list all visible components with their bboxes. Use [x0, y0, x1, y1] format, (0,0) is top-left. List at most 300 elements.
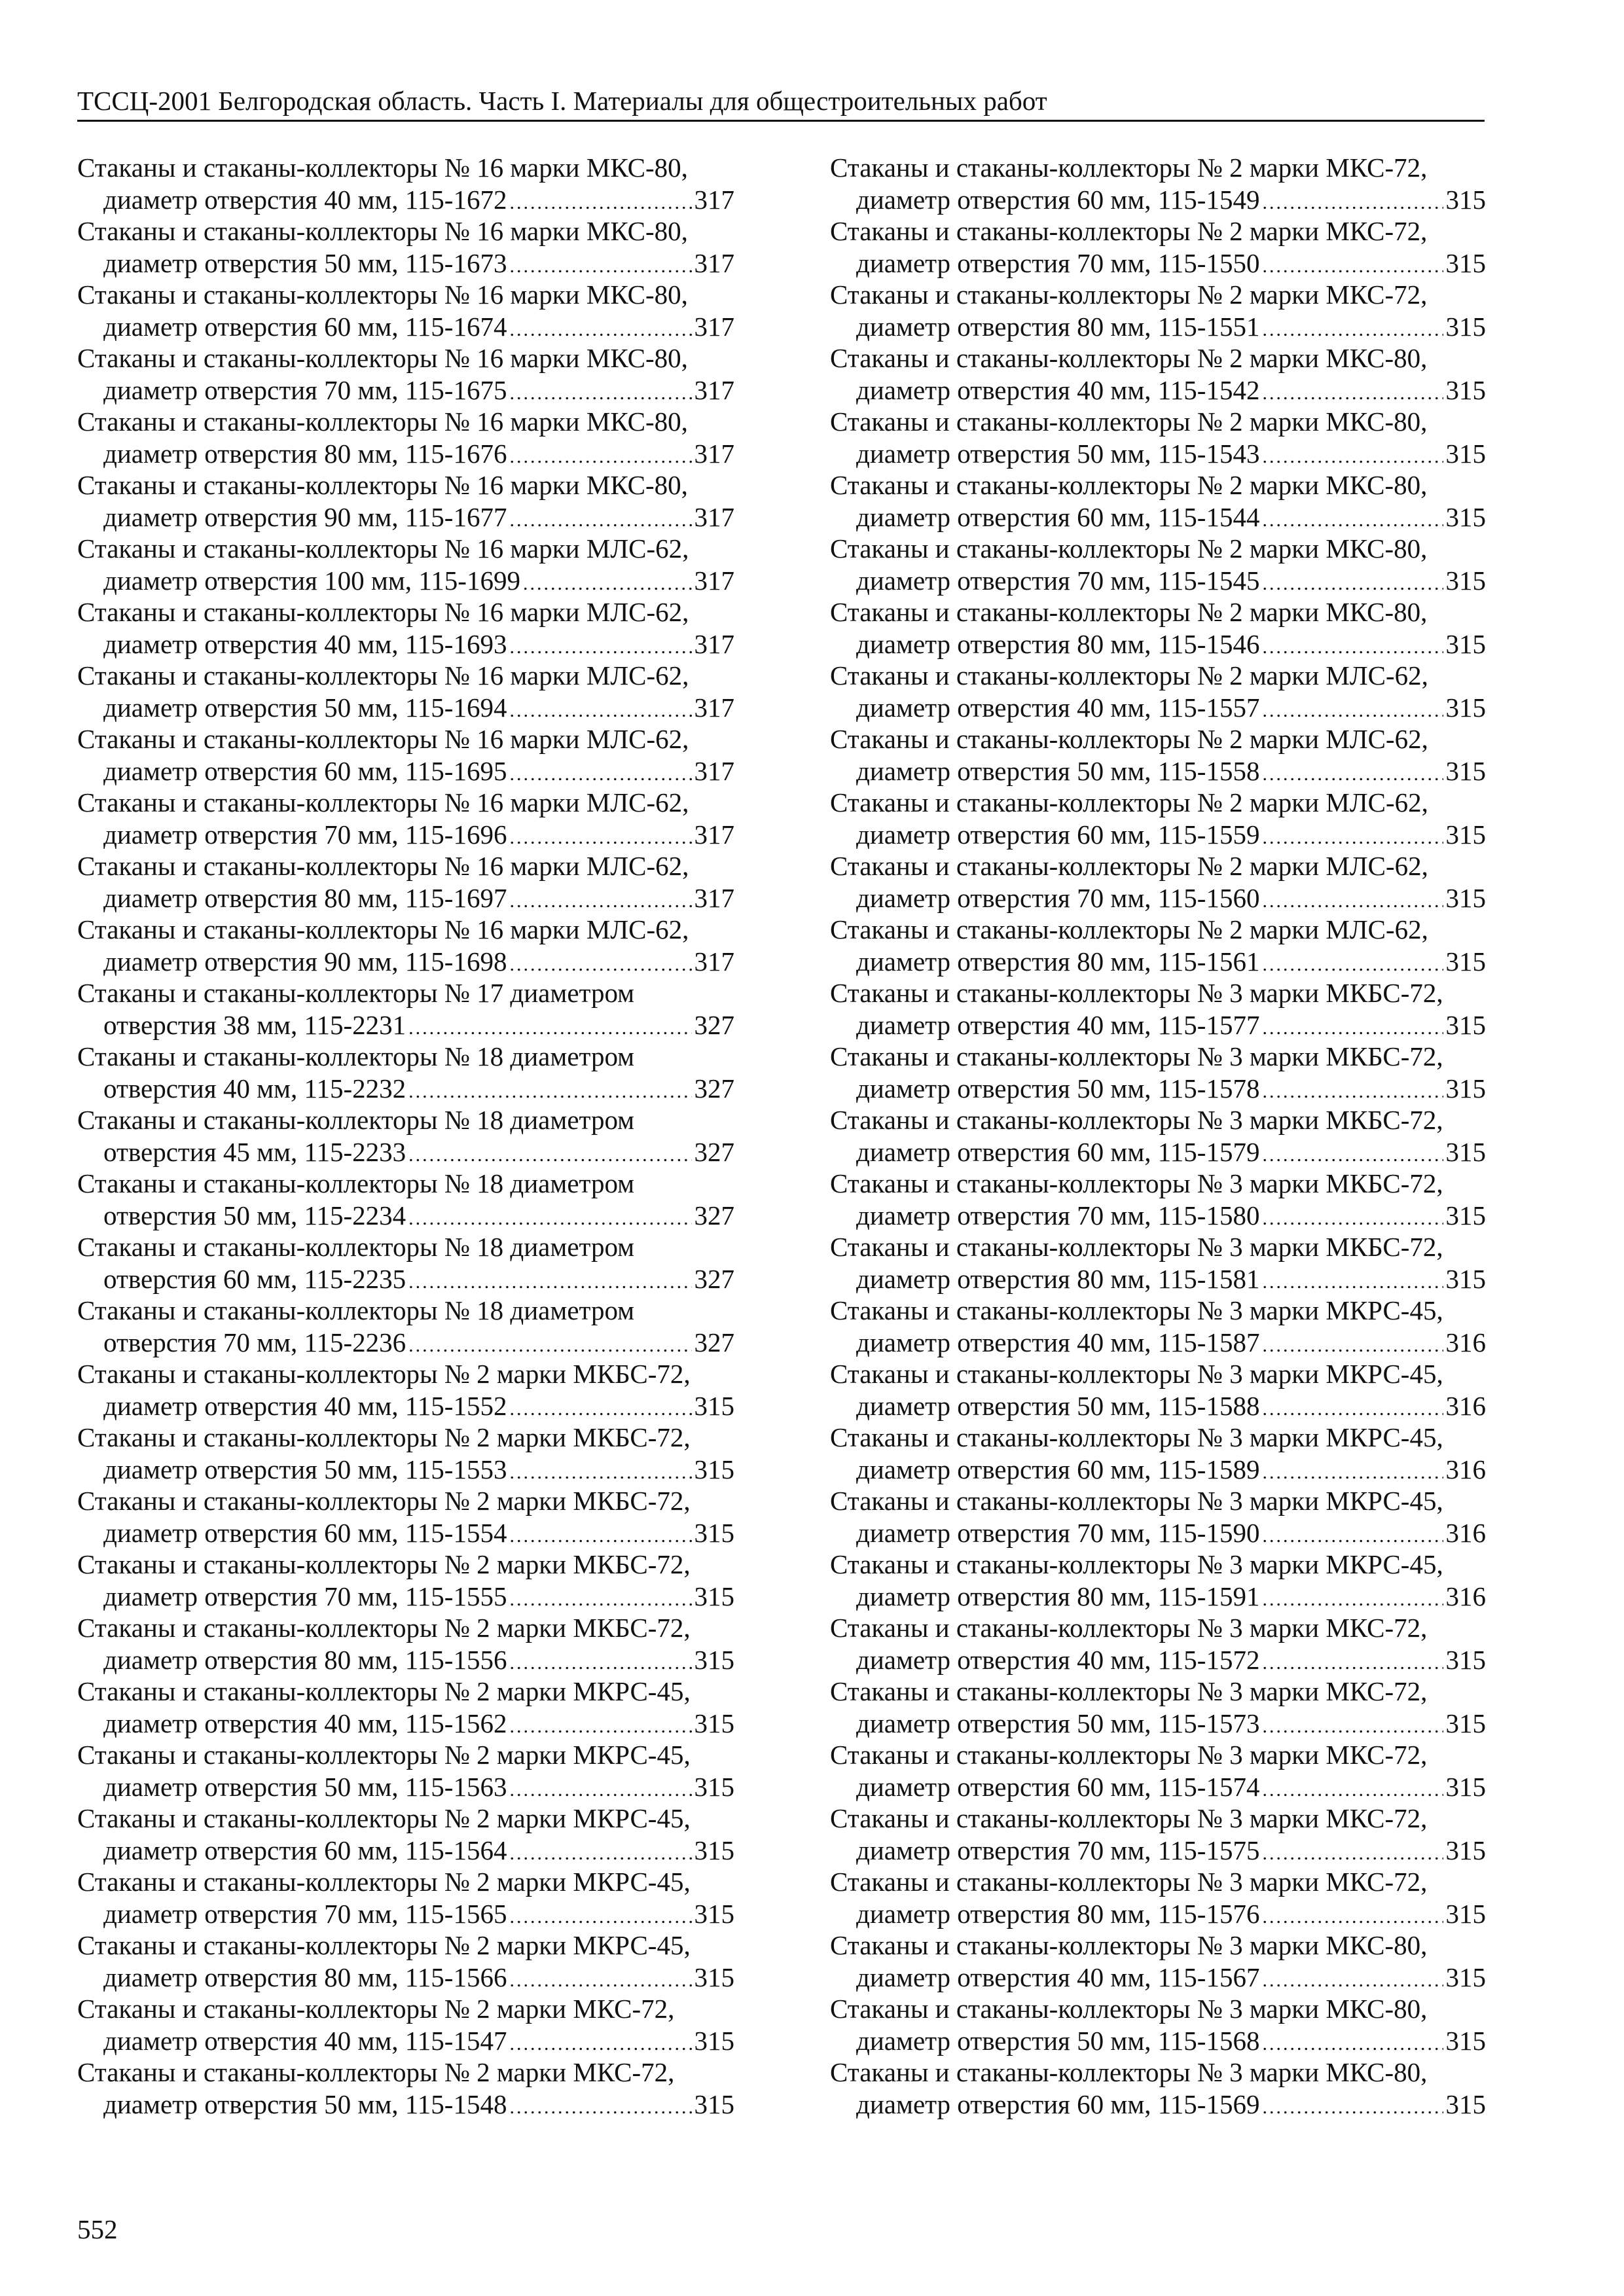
dot-leader [1262, 1013, 1443, 1045]
entry-detail-line [77, 946, 734, 981]
index-entry [830, 1676, 1486, 1739]
entry-page-ref: 315 [1445, 1073, 1486, 1103]
index-entry [77, 787, 734, 850]
entry-detail: диаметр отверстия 40 мм, 115-1693 [103, 628, 507, 659]
dot-leader [408, 1076, 691, 1108]
entry-detail: диаметр отверстия 60 мм, 115-1569 [856, 2089, 1260, 2119]
dot-leader [1262, 822, 1443, 854]
index-entry [77, 1422, 734, 1485]
dot-leader [509, 251, 691, 283]
entry-title: Стаканы и стаканы-коллекторы № 16 марки МЛС-62, [77, 851, 689, 881]
entry-detail-line [830, 1200, 1486, 1235]
entry-detail-line [77, 1644, 734, 1679]
entry-detail-line [77, 819, 734, 854]
entry-detail-line [77, 1200, 734, 1235]
entry-detail-line [77, 882, 734, 918]
entry-title: Стаканы и стаканы-коллекторы № 3 марки МКБС-72, [830, 1041, 1443, 1071]
dot-leader [509, 314, 691, 346]
dot-leader [509, 1901, 691, 1933]
index-entry [830, 1422, 1486, 1485]
entry-title: Стаканы и стаканы-коллекторы № 2 марки МКБС-72, [77, 1549, 691, 1579]
dot-leader [1262, 949, 1443, 981]
entry-detail-line [830, 1327, 1486, 1362]
entry-detail-line [77, 1898, 734, 1933]
entry-page-ref: 317 [694, 692, 734, 723]
entry-title: Стаканы и стаканы-коллекторы № 2 марки МКРС-45, [77, 1930, 691, 1960]
entry-title: Стаканы и стаканы-коллекторы № 16 марки МКС-80, [77, 216, 688, 246]
dot-leader [408, 1266, 691, 1299]
entry-page-ref: 315 [694, 1835, 734, 1865]
dot-leader [509, 759, 691, 791]
index-entry [830, 1803, 1486, 1866]
index-entry [77, 533, 734, 596]
dot-leader [1262, 1139, 1443, 1172]
index-entry [77, 1803, 734, 1866]
entry-detail: диаметр отверстия 70 мм, 115-1580 [856, 1200, 1260, 1230]
entry-page-ref: 315 [694, 1454, 734, 1484]
entry-page-ref: 315 [1445, 692, 1486, 723]
entry-detail: диаметр отверстия 40 мм, 115-1577 [856, 1009, 1260, 1040]
entry-detail-line [830, 1390, 1486, 1426]
entry-title: Стаканы и стаканы-коллекторы № 18 диаметром [77, 1168, 635, 1198]
index-entry [77, 1866, 734, 1929]
entry-detail: диаметр отверстия 50 мм, 115-1558 [856, 755, 1260, 786]
entry-page-ref: 315 [1445, 1136, 1486, 1167]
entry-detail: диаметр отверстия 70 мм, 115-1565 [103, 1898, 507, 1929]
entry-detail-line [830, 1009, 1486, 1045]
entry-detail: диаметр отверстия 60 мм, 115-1589 [856, 1454, 1260, 1484]
entry-page-ref: 327 [694, 1200, 734, 1230]
index-entry [830, 2056, 1486, 2120]
index-entry [77, 215, 734, 279]
entry-page-ref: 317 [694, 565, 734, 596]
entry-page-ref: 315 [1445, 946, 1486, 977]
index-entry [830, 1104, 1486, 1168]
entry-title: Стаканы и стаканы-коллекторы № 3 марки МКБС-72, [830, 1105, 1443, 1135]
dot-leader [509, 1647, 691, 1679]
entry-detail-line [77, 1771, 734, 1806]
entry-detail-line [77, 1517, 734, 1552]
entry-detail-line [830, 438, 1486, 473]
entry-detail-line [830, 1644, 1486, 1679]
index-entry [77, 850, 734, 914]
entry-page-ref: 327 [694, 1263, 734, 1294]
index-entry [77, 1993, 734, 2056]
entry-detail-line [830, 1517, 1486, 1552]
dot-leader [408, 1013, 691, 1045]
index-entry [830, 342, 1486, 406]
dot-leader [509, 1774, 691, 1806]
entry-page-ref: 315 [1445, 755, 1486, 786]
entry-page-ref: 315 [1445, 1708, 1486, 1738]
dot-leader [1262, 1901, 1443, 1933]
index-column-left [77, 152, 734, 2120]
entry-detail-line [830, 1835, 1486, 1870]
entry-detail: диаметр отверстия 80 мм, 115-1676 [103, 438, 507, 469]
dot-leader [408, 1139, 691, 1172]
index-entry [77, 660, 734, 723]
entry-page-ref: 317 [694, 184, 734, 215]
entry-title: Стаканы и стаканы-коллекторы № 3 марки МКС-72, [830, 1867, 1428, 1897]
entry-detail-line [77, 438, 734, 473]
entry-title: Стаканы и стаканы-коллекторы № 2 марки МЛС-62, [830, 914, 1428, 944]
index-entry [77, 1231, 734, 1295]
entry-title: Стаканы и стаканы-коллекторы № 3 марки МКРС-45, [830, 1549, 1443, 1579]
entry-detail: диаметр отверстия 70 мм, 115-1550 [856, 247, 1260, 278]
entry-page-ref: 315 [1445, 1771, 1486, 1802]
entry-detail: диаметр отверстия 50 мм, 115-1548 [103, 2089, 507, 2119]
index-entry [830, 660, 1486, 723]
dot-leader [1262, 441, 1443, 473]
dot-leader [1262, 1838, 1443, 1870]
dot-leader [408, 1330, 691, 1362]
entry-title: Стаканы и стаканы-коллекторы № 2 марки МЛС-62, [830, 660, 1428, 691]
dot-leader [509, 1393, 691, 1426]
index-entry [77, 1612, 734, 1676]
entry-detail: диаметр отверстия 100 мм, 115-1699 [103, 565, 520, 596]
index-entry [77, 1041, 734, 1104]
entry-detail: диаметр отверстия 70 мм, 115-1575 [856, 1835, 1260, 1865]
entry-detail-line [77, 1390, 734, 1426]
entry-detail: диаметр отверстия 60 мм, 115-1564 [103, 1835, 507, 1865]
dot-leader [408, 1203, 691, 1235]
index-entry [830, 1485, 1486, 1549]
entry-detail-line [830, 1581, 1486, 1616]
index-column-right [830, 152, 1486, 2120]
entry-detail: диаметр отверстия 70 мм, 115-1696 [103, 819, 507, 850]
entry-detail-line [830, 819, 1486, 854]
entry-detail-line [830, 1771, 1486, 1806]
entry-detail-line [77, 1708, 734, 1743]
dot-leader [1262, 886, 1443, 918]
entry-detail: отверстия 45 мм, 115-2233 [103, 1136, 406, 1167]
entry-page-ref: 315 [694, 1390, 734, 1421]
index-entry [77, 469, 734, 533]
entry-page-ref: 317 [694, 311, 734, 342]
entry-page-ref: 317 [694, 755, 734, 786]
entry-detail-line [77, 692, 734, 727]
entry-title: Стаканы и стаканы-коллекторы № 3 марки МКРС-45, [830, 1295, 1443, 1325]
index-entry [77, 279, 734, 342]
entry-detail: диаметр отверстия 70 мм, 115-1675 [103, 374, 507, 405]
entry-page-ref: 327 [694, 1009, 734, 1040]
entry-title: Стаканы и стаканы-коллекторы № 2 марки МКБС-72, [77, 1486, 691, 1516]
dot-leader [1262, 568, 1443, 600]
entry-title: Стаканы и стаканы-коллекторы № 18 диаметром [77, 1105, 635, 1135]
entry-page-ref: 315 [1445, 1200, 1486, 1230]
entry-detail-line [830, 946, 1486, 981]
index-entry [830, 1929, 1486, 1993]
page-number: 552 [77, 2214, 118, 2244]
entry-page-ref: 317 [694, 501, 734, 532]
entry-detail-line [830, 1708, 1486, 1743]
index-entry [830, 914, 1486, 977]
entry-detail-line [830, 692, 1486, 727]
entry-detail-line [77, 374, 734, 410]
dot-leader [1262, 187, 1443, 219]
entry-title: Стаканы и стаканы-коллекторы № 16 марки МЛС-62, [77, 914, 689, 944]
entry-detail: диаметр отверстия 70 мм, 115-1560 [856, 882, 1260, 913]
entry-detail: диаметр отверстия 40 мм, 115-1572 [856, 1644, 1260, 1675]
entry-detail-line [77, 1263, 734, 1299]
entry-page-ref: 317 [694, 374, 734, 405]
entry-detail-line [77, 1327, 734, 1362]
entry-detail-line [77, 2089, 734, 2124]
dot-leader [1262, 2092, 1443, 2124]
dot-leader [1262, 1076, 1443, 1108]
dot-leader [1262, 1774, 1443, 1806]
entry-page-ref: 315 [1445, 1644, 1486, 1675]
dot-leader [509, 1711, 691, 1743]
entry-page-ref: 315 [694, 1644, 734, 1675]
entry-title: Стаканы и стаканы-коллекторы № 16 марки МЛС-62, [77, 533, 689, 564]
dot-leader [509, 886, 691, 918]
entry-detail: диаметр отверстия 80 мм, 115-1556 [103, 1644, 507, 1675]
entry-detail: диаметр отверстия 80 мм, 115-1546 [856, 628, 1260, 659]
dot-leader [509, 1457, 691, 1489]
entry-detail-line [830, 1898, 1486, 1933]
index-entry [830, 787, 1486, 850]
index-entry [77, 2056, 734, 2120]
entry-page-ref: 315 [694, 2025, 734, 2056]
dot-leader [523, 568, 692, 600]
index-entry [77, 1295, 734, 1358]
index-entry [830, 1993, 1486, 2056]
entry-detail: диаметр отверстия 80 мм, 115-1566 [103, 1962, 507, 1992]
index-entry [77, 723, 734, 787]
entry-detail-line [830, 247, 1486, 283]
entry-detail: диаметр отверстия 90 мм, 115-1677 [103, 501, 507, 532]
dot-leader [1262, 1393, 1443, 1426]
entry-page-ref: 315 [1445, 819, 1486, 850]
dot-leader [1262, 251, 1443, 283]
entry-detail-line [77, 2025, 734, 2060]
entry-page-ref: 317 [694, 438, 734, 469]
dot-leader [509, 505, 691, 537]
entry-detail: диаметр отверстия 80 мм, 115-1581 [856, 1263, 1260, 1294]
entry-title: Стаканы и стаканы-коллекторы № 3 марки МКБС-72, [830, 1168, 1443, 1198]
entry-title: Стаканы и стаканы-коллекторы № 3 марки МКС-72, [830, 1803, 1428, 1833]
index-entry [77, 1358, 734, 1422]
entry-detail-line [77, 184, 734, 219]
dot-leader [509, 822, 691, 854]
entry-page-ref: 315 [1445, 628, 1486, 659]
entry-detail: диаметр отверстия 80 мм, 115-1591 [856, 1581, 1260, 1611]
entry-detail: диаметр отверстия 60 мм, 115-1559 [856, 819, 1260, 850]
entry-title: Стаканы и стаканы-коллекторы № 3 марки МКС-80, [830, 2057, 1428, 2087]
entry-detail: диаметр отверстия 60 мм, 115-1674 [103, 311, 507, 342]
entry-detail: диаметр отверстия 50 мм, 115-1578 [856, 1073, 1260, 1103]
entry-title: Стаканы и стаканы-коллекторы № 3 марки МКРС-45, [830, 1486, 1443, 1516]
entry-title: Стаканы и стаканы-коллекторы № 3 марки МКС-72, [830, 1613, 1428, 1643]
entry-detail: диаметр отверстия 50 мм, 115-1588 [856, 1390, 1260, 1421]
entry-page-ref: 327 [694, 1073, 734, 1103]
index-entry [77, 1104, 734, 1168]
entry-page-ref: 317 [694, 882, 734, 913]
dot-leader [1262, 1647, 1443, 1679]
index-entry [830, 1739, 1486, 1803]
entry-detail-line [830, 501, 1486, 537]
entry-detail-line [77, 501, 734, 537]
entry-detail: диаметр отверстия 90 мм, 115-1698 [103, 946, 507, 977]
entry-detail: диаметр отверстия 80 мм, 115-1576 [856, 1898, 1260, 1929]
dot-leader [509, 441, 691, 473]
dot-leader [1262, 1584, 1443, 1616]
dot-leader [509, 2028, 691, 2060]
index-entry [830, 1295, 1486, 1358]
entry-detail: диаметр отверстия 50 мм, 115-1568 [856, 2025, 1260, 2056]
entry-detail-line [830, 1073, 1486, 1108]
entry-detail-line [830, 1263, 1486, 1299]
entry-title: Стаканы и стаканы-коллекторы № 17 диаметром [77, 978, 635, 1008]
entry-title: Стаканы и стаканы-коллекторы № 16 марки МКС-80, [77, 406, 688, 437]
entry-title: Стаканы и стаканы-коллекторы № 2 марки МЛС-62, [830, 787, 1428, 817]
entry-title: Стаканы и стаканы-коллекторы № 2 марки МКРС-45, [77, 1803, 691, 1833]
entry-title: Стаканы и стаканы-коллекторы № 2 марки МКС-72, [830, 152, 1428, 183]
entry-title: Стаканы и стаканы-коллекторы № 2 марки МЛС-62, [830, 724, 1428, 754]
entry-detail-line [77, 1073, 734, 1108]
entry-title: Стаканы и стаканы-коллекторы № 2 марки МКС-72, [830, 279, 1428, 310]
entry-page-ref: 315 [694, 1898, 734, 1929]
entry-detail: диаметр отверстия 50 мм, 115-1553 [103, 1454, 507, 1484]
index-entry [830, 152, 1486, 215]
entry-detail: диаметр отверстия 60 мм, 115-1549 [856, 184, 1260, 215]
entry-page-ref: 316 [1445, 1581, 1486, 1611]
entry-detail: диаметр отверстия 40 мм, 115-1562 [103, 1708, 507, 1738]
entry-detail: отверстия 50 мм, 115-2234 [103, 1200, 406, 1230]
entry-page-ref: 327 [694, 1136, 734, 1167]
entry-title: Стаканы и стаканы-коллекторы № 16 марки МКС-80, [77, 279, 688, 310]
dot-leader [1262, 695, 1443, 727]
dot-leader [509, 1838, 691, 1870]
entry-detail: отверстия 70 мм, 115-2236 [103, 1327, 406, 1357]
entry-page-ref: 315 [694, 1581, 734, 1611]
entry-title: Стаканы и стаканы-коллекторы № 2 марки МКС-80, [830, 597, 1428, 627]
entry-title: Стаканы и стаканы-коллекторы № 2 марки МКБС-72, [77, 1422, 691, 1452]
entry-page-ref: 315 [1445, 2025, 1486, 2056]
entry-title: Стаканы и стаканы-коллекторы № 2 марки МКБС-72, [77, 1359, 691, 1389]
entry-page-ref: 315 [1445, 374, 1486, 405]
index-entry [830, 279, 1486, 342]
entry-detail: отверстия 40 мм, 115-2232 [103, 1073, 406, 1103]
entry-title: Стаканы и стаканы-коллекторы № 3 марки МКРС-45, [830, 1422, 1443, 1452]
index-entry [830, 1612, 1486, 1676]
index-entry [830, 596, 1486, 660]
index-entry [830, 533, 1486, 596]
entry-detail: диаметр отверстия 50 мм, 115-1543 [856, 438, 1260, 469]
index-entry [830, 723, 1486, 787]
entry-page-ref: 315 [1445, 438, 1486, 469]
entry-detail: диаметр отверстия 60 мм, 115-1695 [103, 755, 507, 786]
entry-title: Стаканы и стаканы-коллекторы № 16 марки МЛС-62, [77, 724, 689, 754]
index-entry [830, 469, 1486, 533]
entry-detail: диаметр отверстия 70 мм, 115-1555 [103, 1581, 507, 1611]
entry-title: Стаканы и стаканы-коллекторы № 3 марки МКРС-45, [830, 1359, 1443, 1389]
entry-title: Стаканы и стаканы-коллекторы № 2 марки МКС-72, [830, 216, 1428, 246]
dot-leader [509, 695, 691, 727]
entry-title: Стаканы и стаканы-коллекторы № 2 марки МКС-72, [77, 2057, 675, 2087]
entry-page-ref: 316 [1445, 1517, 1486, 1548]
dot-leader [1262, 378, 1443, 410]
entry-title: Стаканы и стаканы-коллекторы № 18 диаметром [77, 1232, 635, 1262]
entry-detail-line [77, 755, 734, 791]
dot-leader [509, 949, 691, 981]
entry-title: Стаканы и стаканы-коллекторы № 16 марки МКС-80, [77, 152, 688, 183]
index-entry [77, 914, 734, 977]
entry-title: Стаканы и стаканы-коллекторы № 16 марки МКС-80, [77, 470, 688, 500]
entry-title: Стаканы и стаканы-коллекторы № 2 марки МКС-80, [830, 406, 1428, 437]
entry-detail: диаметр отверстия 40 мм, 115-1552 [103, 1390, 507, 1421]
entry-title: Стаканы и стаканы-коллекторы № 2 марки МКРС-45, [77, 1676, 691, 1706]
entry-page-ref: 317 [694, 247, 734, 278]
index-entry [830, 977, 1486, 1041]
entry-title: Стаканы и стаканы-коллекторы № 2 марки МКС-72, [77, 1994, 675, 2024]
entry-page-ref: 316 [1445, 1327, 1486, 1357]
entry-page-ref: 315 [1445, 1009, 1486, 1040]
entry-detail-line [830, 755, 1486, 791]
index-entry [830, 1358, 1486, 1422]
entry-page-ref: 315 [1445, 2089, 1486, 2119]
header-rule [77, 120, 1485, 122]
dot-leader [1262, 314, 1443, 346]
entry-page-ref: 317 [694, 819, 734, 850]
entry-detail: диаметр отверстия 70 мм, 115-1545 [856, 565, 1260, 596]
entry-detail: диаметр отверстия 40 мм, 115-1557 [856, 692, 1260, 723]
entry-page-ref: 315 [1445, 1263, 1486, 1294]
entry-detail-line [830, 1962, 1486, 1997]
entry-title: Стаканы и стаканы-коллекторы № 3 марки МКС-80, [830, 1930, 1428, 1960]
entry-detail: диаметр отверстия 80 мм, 115-1697 [103, 882, 507, 913]
entry-detail-line [77, 1962, 734, 1997]
entry-detail-line [830, 374, 1486, 410]
dot-leader [509, 1584, 691, 1616]
index-entry [830, 215, 1486, 279]
entry-page-ref: 327 [694, 1327, 734, 1357]
entry-detail: диаметр отверстия 40 мм, 115-1672 [103, 184, 507, 215]
entry-title: Стаканы и стаканы-коллекторы № 18 диаметром [77, 1295, 635, 1325]
entry-detail-line [830, 565, 1486, 600]
entry-page-ref: 315 [694, 1708, 734, 1738]
entry-detail-line [77, 628, 734, 664]
index-entry [830, 1549, 1486, 1612]
dot-leader [1262, 632, 1443, 664]
index-entry [830, 1041, 1486, 1104]
index-entry [830, 1168, 1486, 1231]
entry-title: Стаканы и стаканы-коллекторы № 2 марки МКРС-45, [77, 1867, 691, 1897]
entry-page-ref: 316 [1445, 1390, 1486, 1421]
entry-detail: диаметр отверстия 50 мм, 115-1563 [103, 1771, 507, 1802]
entry-page-ref: 315 [1445, 565, 1486, 596]
entry-title: Стаканы и стаканы-коллекторы № 2 марки МКС-80, [830, 343, 1428, 373]
entry-page-ref: 315 [1445, 184, 1486, 215]
index-entry [830, 1231, 1486, 1295]
dot-leader [1262, 1520, 1443, 1552]
entry-detail: диаметр отверстия 50 мм, 115-1694 [103, 692, 507, 723]
dot-leader [509, 632, 691, 664]
entry-detail: диаметр отверстия 40 мм, 115-1547 [103, 2025, 507, 2056]
entry-detail-line [830, 882, 1486, 918]
dot-leader [1262, 1330, 1443, 1362]
entry-detail: отверстия 38 мм, 115-2231 [103, 1009, 406, 1040]
entry-detail: диаметр отверстия 50 мм, 115-1573 [856, 1708, 1260, 1738]
entry-detail: диаметр отверстия 80 мм, 115-1561 [856, 946, 1260, 977]
entry-page-ref: 315 [694, 1771, 734, 1802]
entry-title: Стаканы и стаканы-коллекторы № 16 марки МКС-80, [77, 343, 688, 373]
running-header: ТССЦ-2001 Белгородская область. Часть I. Материалы для общестроительных работ [77, 86, 1047, 116]
entry-detail: отверстия 60 мм, 115-2235 [103, 1263, 406, 1294]
entry-page-ref: 315 [694, 1517, 734, 1548]
entry-detail-line [830, 311, 1486, 346]
